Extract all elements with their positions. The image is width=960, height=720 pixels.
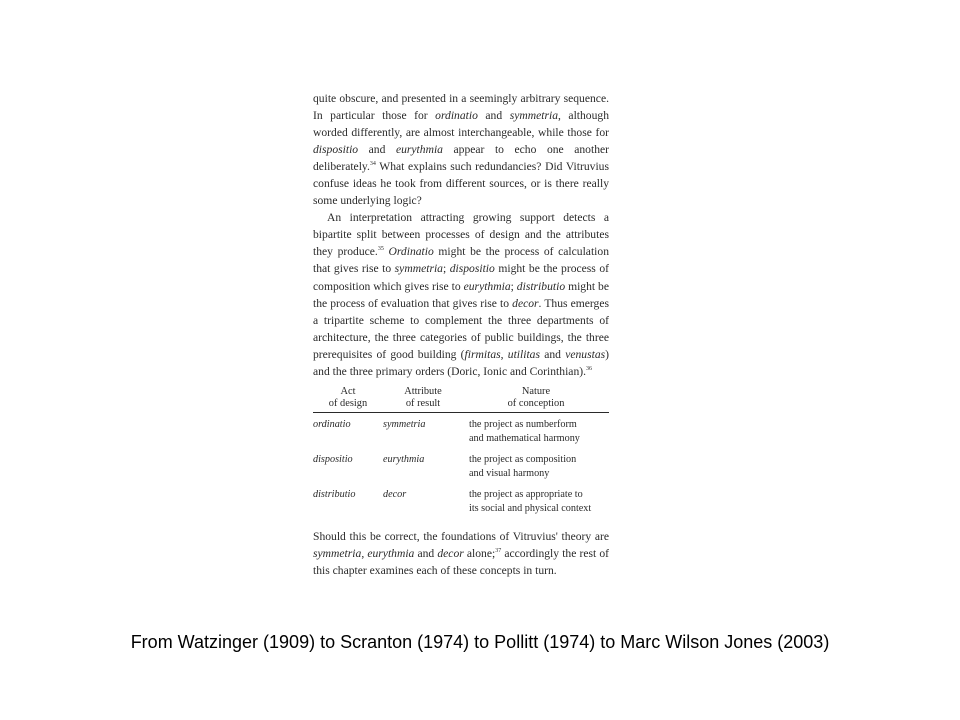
- table-row: [313, 412, 609, 448]
- header-line: of conception: [507, 398, 565, 410]
- term-dispositio: dispositio: [313, 143, 359, 157]
- term-ordinatio: Ordinatio: [388, 245, 434, 259]
- paragraph-1: [313, 90, 609, 209]
- table-header-row: [313, 386, 609, 413]
- header-act-of-design: [313, 386, 383, 413]
- text-run: An interpretation attracting growing support detects a bipartite split between processes of design and the attributes they produce.: [313, 211, 609, 259]
- text-run: and: [477, 109, 510, 123]
- text-run: and: [539, 347, 566, 361]
- term-eurythmia: eurythmia: [463, 279, 511, 293]
- header-attribute-of-result: [383, 386, 463, 413]
- cell-nature: [463, 412, 609, 448]
- vitruvian-concepts-table: [313, 386, 609, 518]
- footnote-ref: 36: [586, 365, 593, 372]
- footnote-ref: 35: [377, 246, 384, 253]
- footnote-ref: 34: [369, 161, 376, 168]
- paragraph-3: [313, 528, 609, 579]
- term-decor: decor: [437, 546, 464, 560]
- cell-attribute: symmetria: [383, 418, 426, 430]
- cell-line: the project as numberform: [469, 418, 577, 430]
- header-line: Attribute: [404, 385, 442, 397]
- book-page-excerpt: [313, 90, 609, 579]
- text-run: quite obscure, and presented in a seemingly arbitrary sequence. In particular those for: [313, 92, 609, 123]
- text-run: might be the process of evaluation that gives rise to: [313, 279, 610, 310]
- cell-attribute: eurythmia: [383, 453, 425, 465]
- text-run: alone;: [463, 546, 496, 560]
- term-distributio: distributio: [516, 279, 566, 293]
- term-eurythmia: eurythmia: [395, 143, 443, 157]
- cell-line: the project as composition: [469, 453, 577, 465]
- text-run: and: [358, 143, 396, 157]
- term-ordinatio: ordinatio: [435, 109, 478, 123]
- table-row: [313, 483, 609, 518]
- text-run: accordingly the rest of this chapter examines each of these concepts in turn.: [313, 546, 609, 577]
- text-run: ,: [500, 347, 508, 361]
- text-run: might be the process of composition which gives rise to: [313, 262, 609, 293]
- header-line: of design: [328, 398, 368, 410]
- term-symmetria: symmetria: [313, 546, 362, 560]
- header-line: of result: [405, 398, 441, 410]
- text-run: ;: [442, 262, 450, 276]
- term-venustas: venustas: [565, 347, 606, 361]
- term-symmetria: symmetria: [394, 262, 443, 276]
- slide-caption: From Watzinger (1909) to Scranton (1974) to Pollitt (1974) to Marc Wilson Jones (2003): [130, 632, 830, 652]
- cell-line: and mathematical harmony: [469, 432, 580, 444]
- cell-attribute: decor: [383, 488, 407, 500]
- cell-nature: [463, 448, 609, 483]
- cell-act: ordinatio: [313, 418, 351, 430]
- cell-nature: [463, 483, 609, 518]
- text-run: and: [414, 546, 438, 560]
- cell-act: distributio: [313, 488, 356, 500]
- paragraph-2: [313, 209, 609, 379]
- cell-line: its social and physical context: [469, 502, 592, 514]
- footnote-ref: 37: [495, 547, 502, 554]
- cell-line: and visual harmony: [469, 467, 550, 479]
- header-line: Act: [340, 385, 356, 397]
- header-line: Nature: [521, 385, 551, 397]
- table-row: [313, 448, 609, 483]
- text-run: ;: [510, 279, 517, 293]
- text-run: , although worded differently, are almost interchangeable, while those for: [313, 109, 609, 140]
- text-run: appear to echo one another deliberately.: [313, 143, 609, 174]
- term-decor: decor: [512, 296, 539, 310]
- text-run: What explains such redundancies? Did Vitruvius confuse ideas he took from different sources, or is there really some underlying logic?: [313, 160, 609, 208]
- text-run: Should this be correct, the foundations of Vitruvius' theory are: [313, 529, 609, 543]
- text-run: might be the process of calculation that gives rise to: [313, 245, 609, 276]
- header-nature-of-conception: [463, 386, 609, 413]
- term-firmitas: firmitas: [464, 347, 501, 361]
- text-run: ) and the three primary orders (Doric, Ionic and Corinthian).: [313, 347, 610, 378]
- text-run: ,: [361, 546, 368, 560]
- term-eurythmia: eurythmia: [367, 546, 415, 560]
- term-symmetria: symmetria: [509, 109, 558, 123]
- cell-act: dispositio: [313, 453, 353, 465]
- term-dispositio: dispositio: [449, 262, 495, 276]
- cell-line: the project as appropriate to: [469, 488, 583, 500]
- text-run: . Thus emerges a tripartite scheme to complement the three departments of architecture, the three categories of public buildings, the three prerequisites of good building (: [313, 296, 609, 361]
- term-utilitas: utilitas: [507, 347, 540, 361]
